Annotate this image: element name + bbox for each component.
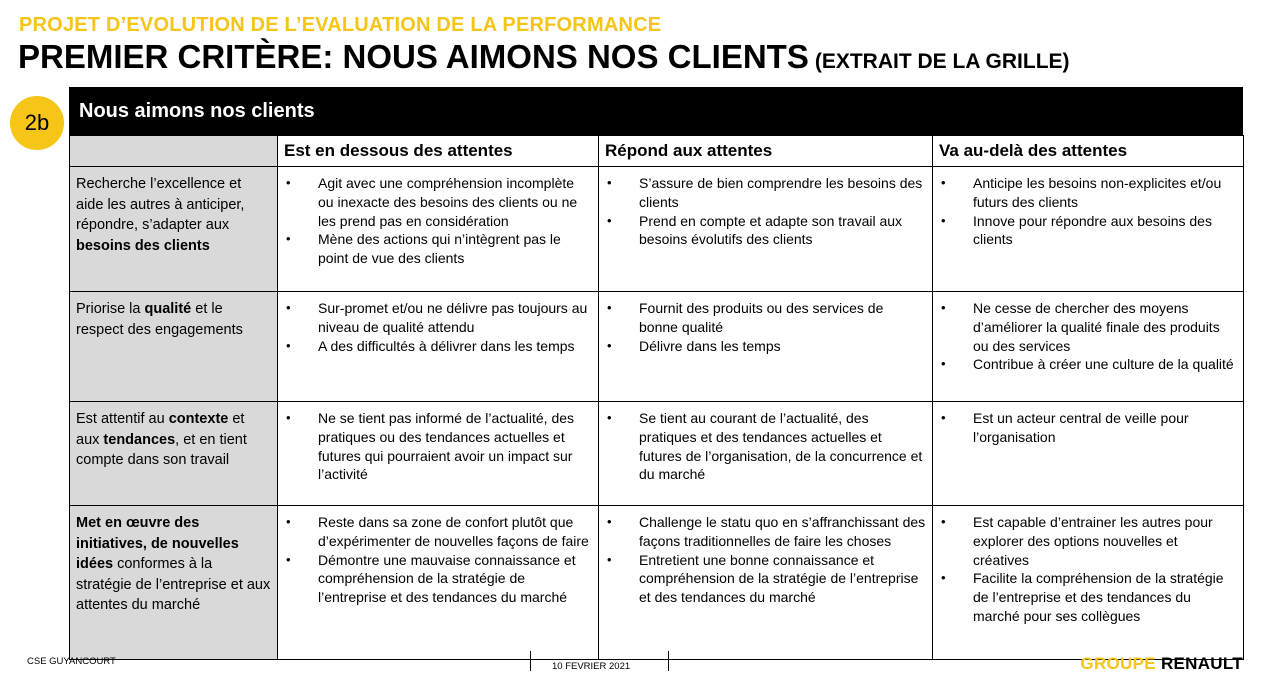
table-body bbox=[70, 167, 1244, 660]
cell-meets bbox=[599, 506, 933, 660]
list-item bbox=[605, 551, 926, 607]
bullet-icon: • bbox=[941, 570, 946, 586]
grid-banner: Nous aimons nos clients bbox=[69, 87, 1243, 135]
footer-location: CSE GUYANCOURT bbox=[27, 656, 116, 667]
list-item-text: Entretient une bonne connaissance et compréhension de la stratégie de l’entreprise et des tendances du marché bbox=[639, 551, 919, 606]
cell-below bbox=[278, 402, 599, 506]
list-item bbox=[939, 212, 1237, 250]
bullet-list bbox=[605, 299, 926, 355]
bullet-icon: • bbox=[607, 551, 612, 567]
bullet-icon: • bbox=[286, 337, 291, 353]
list-item-text: Facilite la compréhension de la stratégie de l’entreprise et des tendances du marché pour ses collègues bbox=[973, 570, 1224, 624]
bullet-icon: • bbox=[941, 300, 946, 315]
table-row bbox=[70, 402, 1244, 506]
cell-below bbox=[278, 292, 599, 402]
list-item-text: Agit avec une compréhension incomplète ou inexacte des besoins des clients ou ne les prend pas en considération bbox=[318, 175, 578, 229]
criterion-text: , et en tient compte dans son travail bbox=[76, 431, 247, 468]
list-item bbox=[284, 409, 592, 484]
criterion-text: Recherche l’excellence et aide les autres à anticiper, répondre, s’adapter aux bbox=[76, 176, 245, 233]
list-item-text: Délivre dans les temps bbox=[639, 337, 781, 354]
criterion-cell bbox=[70, 292, 278, 402]
list-item bbox=[605, 299, 926, 337]
cell-below bbox=[278, 167, 599, 292]
list-item bbox=[939, 513, 1237, 569]
cell-meets bbox=[599, 167, 933, 292]
cell-beyond bbox=[933, 402, 1244, 506]
criterion-text: conformes à la stratégie de l’entreprise et aux attentes du marché bbox=[76, 556, 271, 613]
bullet-icon: • bbox=[941, 410, 946, 425]
list-item bbox=[284, 337, 592, 356]
criteria-table bbox=[69, 135, 1244, 660]
footer-divider-right bbox=[668, 651, 669, 671]
list-item bbox=[284, 230, 592, 268]
cell-beyond bbox=[933, 167, 1244, 292]
bullet-list bbox=[284, 409, 592, 484]
evaluation-grid bbox=[69, 87, 1243, 660]
bullet-icon: • bbox=[286, 410, 291, 425]
list-item-text: Sur-promet et/ou ne délivre pas toujours au niveau de qualité attendu bbox=[318, 300, 588, 335]
column-header-below: Est en dessous des attentes bbox=[278, 136, 599, 167]
list-item-text: Est capable d’entrainer les autres pour explorer des options nouvelles et créatives bbox=[973, 514, 1213, 568]
criterion-text: Priorise la bbox=[76, 301, 145, 317]
bullet-icon: • bbox=[286, 514, 291, 529]
list-item-text: Contribue à créer une culture de la qualité bbox=[973, 356, 1234, 373]
list-item bbox=[284, 513, 592, 551]
list-item-text: Challenge le statu quo en s’affranchissant des façons traditionnelles de faire les choses bbox=[639, 514, 926, 549]
criterion-cell bbox=[70, 167, 278, 292]
table-row bbox=[70, 167, 1244, 292]
criterion-text: tendances bbox=[103, 431, 176, 448]
table-row bbox=[70, 506, 1244, 660]
bullet-icon: • bbox=[607, 212, 612, 228]
cell-beyond bbox=[933, 506, 1244, 660]
list-item bbox=[605, 409, 926, 484]
criterion-cell bbox=[70, 506, 278, 660]
bullet-icon: • bbox=[286, 231, 291, 247]
bullet-icon: • bbox=[607, 300, 612, 315]
page-subtitle: (EXTRAIT DE LA GRILLE) bbox=[814, 50, 1070, 73]
list-item-text: Ne se tient pas informé de l’actualité, des pratiques ou des tendances actuelles et futures qui pourraient avoir un impact sur l’activité bbox=[318, 410, 575, 483]
page-title bbox=[18, 38, 1070, 76]
bullet-list bbox=[939, 174, 1237, 249]
criterion-text: Est attentif au bbox=[76, 411, 169, 427]
bullet-list bbox=[284, 513, 592, 607]
list-item-text: Se tient au courant de l’actualité, des pratiques et des tendances actuelles et futures de l’organisation, de la concurrence et du marché bbox=[639, 410, 923, 483]
column-header-meets: Répond aux attentes bbox=[599, 136, 933, 167]
criterion-text: contexte bbox=[168, 411, 229, 427]
list-item bbox=[284, 299, 592, 337]
list-item-text: Démontre une mauvaise connaissance et compréhension de la stratégie de l’entreprise et des tendances du marché bbox=[318, 551, 576, 606]
bullet-list bbox=[939, 409, 1237, 447]
list-item bbox=[605, 212, 926, 250]
criterion-text: Met en œuvre des initiatives, de nouvelles idées bbox=[76, 515, 239, 572]
list-item-text: Fournit des produits ou des services de bonne qualité bbox=[639, 300, 884, 335]
cell-meets bbox=[599, 292, 933, 402]
cell-below bbox=[278, 506, 599, 660]
list-item-text: A des difficultés à délivrer dans les temps bbox=[318, 337, 575, 354]
list-item bbox=[605, 174, 926, 212]
cell-meets bbox=[599, 402, 933, 506]
list-item-text: Prend en compte et adapte son travail aux besoins évolutifs des clients bbox=[639, 212, 903, 248]
column-header-beyond: Va au-delà des attentes bbox=[933, 136, 1244, 167]
list-item-text: Mène des actions qui n’intègrent pas le point de vue des clients bbox=[318, 231, 561, 267]
page-title-main: PREMIER CRITÈRE: NOUS AIMONS NOS CLIENTS bbox=[18, 38, 809, 75]
list-item-text: Ne cesse de chercher des moyens d’améliorer la qualité finale des produits ou des services bbox=[973, 300, 1220, 354]
list-item-text: Innove pour répondre aux besoins des clients bbox=[973, 212, 1212, 248]
criterion-text: qualité bbox=[144, 301, 192, 317]
brand-logo-renault: RENAULT bbox=[1160, 654, 1243, 673]
list-item bbox=[605, 337, 926, 356]
list-item-text: S’assure de bien comprendre les besoins des clients bbox=[639, 175, 923, 210]
brand-logo bbox=[1080, 654, 1243, 674]
bullet-icon: • bbox=[941, 514, 946, 529]
bullet-icon: • bbox=[607, 514, 612, 529]
bullet-icon: • bbox=[286, 300, 291, 315]
bullet-icon: • bbox=[941, 175, 946, 190]
bullet-list bbox=[605, 174, 926, 249]
header-empty-cell bbox=[70, 136, 278, 167]
bullet-icon: • bbox=[607, 410, 612, 425]
list-item-text: Anticipe les besoins non-explicites et/ou futurs des clients bbox=[973, 175, 1222, 210]
bullet-list bbox=[284, 299, 592, 355]
list-item bbox=[939, 409, 1237, 447]
criterion-text: et aux bbox=[76, 411, 245, 448]
bullet-icon: • bbox=[286, 551, 291, 567]
bullet-icon: • bbox=[286, 175, 291, 190]
table-header-row bbox=[70, 136, 1244, 167]
criterion-text: et le respect des engagements bbox=[76, 301, 243, 338]
footer-date: 10 FEVRIER 2021 bbox=[552, 661, 631, 672]
bullet-icon: • bbox=[607, 175, 612, 190]
footer-divider-left bbox=[530, 651, 531, 671]
table-row bbox=[70, 292, 1244, 402]
bullet-list bbox=[284, 174, 592, 268]
bullet-list bbox=[605, 409, 926, 484]
list-item bbox=[939, 174, 1237, 212]
list-item bbox=[939, 569, 1237, 625]
bullet-list bbox=[605, 513, 926, 607]
list-item bbox=[939, 355, 1237, 374]
list-item-text: Est un acteur central de veille pour l’organisation bbox=[973, 410, 1189, 445]
list-item-text: Reste dans sa zone de confort plutôt que d’expérimenter de nouvelles façons de faire bbox=[318, 514, 589, 549]
bullet-list bbox=[939, 299, 1237, 374]
list-item bbox=[939, 299, 1237, 355]
list-item bbox=[284, 174, 592, 230]
bullet-icon: • bbox=[607, 337, 612, 353]
presentation-kicker: PROJET D’EVOLUTION DE L’EVALUATION DE LA PERFORMANCE bbox=[19, 14, 662, 36]
bullet-list bbox=[939, 513, 1237, 626]
criterion-text: besoins des clients bbox=[76, 237, 210, 254]
criterion-cell bbox=[70, 402, 278, 506]
bullet-icon: • bbox=[941, 212, 946, 228]
list-item bbox=[284, 551, 592, 607]
list-item bbox=[605, 513, 926, 551]
cell-beyond bbox=[933, 292, 1244, 402]
bullet-icon: • bbox=[941, 356, 946, 372]
brand-logo-groupe: GROUPE bbox=[1080, 654, 1156, 673]
section-badge: 2b bbox=[10, 96, 64, 150]
